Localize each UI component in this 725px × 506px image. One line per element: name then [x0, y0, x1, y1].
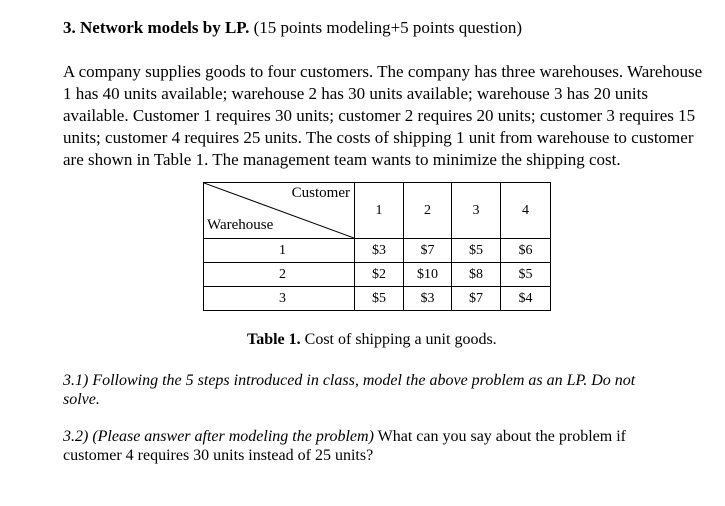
cost-cell: $8 [452, 263, 501, 287]
paragraph-line: are shown in Table 1. The management team wants to minimize the shipping cost. [63, 150, 621, 169]
customer-header: 2 [404, 183, 452, 239]
question-1-line: solve. [63, 391, 100, 408]
cost-cell: $3 [355, 239, 404, 263]
corner-warehouse-label: Warehouse [207, 217, 274, 233]
table-row [204, 239, 551, 263]
cost-cell: $5 [452, 239, 501, 263]
section-title [63, 17, 522, 39]
problem-paragraph [63, 61, 703, 171]
paragraph-line: 1 has 40 units available; warehouse 2 has 30 units available; warehouse 3 has 20 units [63, 84, 648, 103]
paragraph-line: A company supplies goods to four customers. The company has three warehouses. Warehouse [63, 62, 703, 81]
table-row [204, 287, 551, 311]
cost-cell: $10 [404, 263, 452, 287]
warehouse-label: 2 [204, 263, 355, 287]
cost-cell: $5 [355, 287, 404, 311]
caption-label: Table 1. [247, 331, 301, 348]
question-2-rest: What can you say about the problem if [377, 428, 626, 445]
cost-cell: $2 [355, 263, 404, 287]
customer-header: 4 [501, 183, 551, 239]
table-caption [247, 330, 497, 350]
question-1 [63, 371, 703, 409]
cost-cell: $4 [501, 287, 551, 311]
cost-cell: $7 [404, 239, 452, 263]
paragraph-line: units; customer 4 requires 25 units. The costs of shipping 1 unit from warehouse to customer [63, 128, 694, 147]
question-2-line: customer 4 requires 30 units instead of 25 units? [63, 447, 374, 464]
caption-text: Cost of shipping a unit goods. [304, 331, 497, 348]
section-points: (15 points modeling+5 points question) [253, 18, 522, 37]
cost-cell: $3 [404, 287, 452, 311]
shipping-cost-table [203, 182, 551, 311]
question-1-line: 3.1) Following the 5 steps introduced in class, model the above problem as an LP. Do not [63, 372, 636, 389]
paragraph-line: available. Customer 1 requires 30 units; customer 2 requires 20 units; customer 3 requires 15 [63, 106, 696, 125]
warehouse-label: 3 [204, 287, 355, 311]
question-2 [63, 427, 703, 465]
table-row [204, 263, 551, 287]
table-header-row [204, 183, 551, 239]
warehouse-label: 1 [204, 239, 355, 263]
section-title-label: 3. Network models by LP. [63, 18, 250, 37]
customer-header: 1 [355, 183, 404, 239]
cost-cell: $7 [452, 287, 501, 311]
question-2-prefix: 3.2) (Please answer after modeling the problem) [63, 428, 374, 445]
customer-header: 3 [452, 183, 501, 239]
table-corner-cell [204, 183, 355, 239]
cost-cell: $5 [501, 263, 551, 287]
question-2-line [63, 427, 703, 446]
cost-cell: $6 [501, 239, 551, 263]
corner-customer-label: Customer [291, 185, 350, 201]
